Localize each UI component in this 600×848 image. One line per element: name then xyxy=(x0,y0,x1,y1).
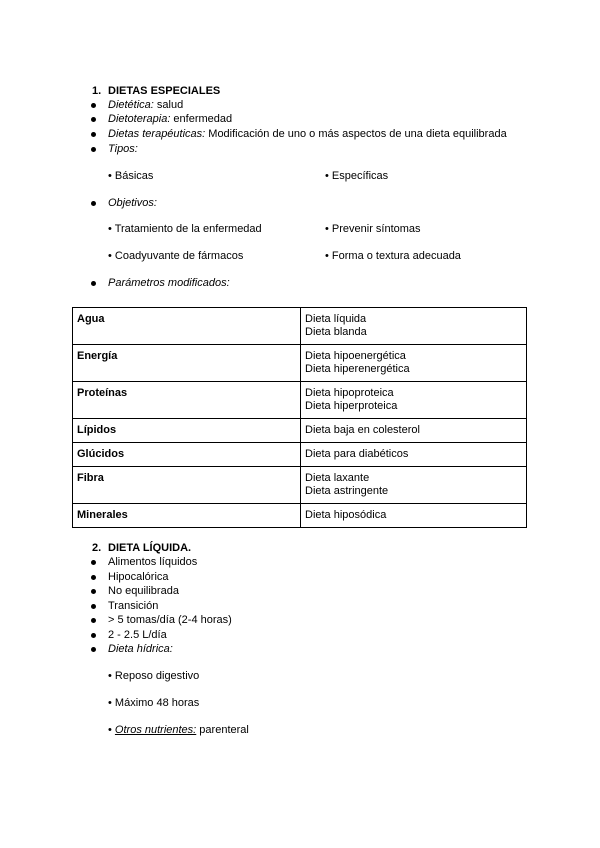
bullet-dot xyxy=(91,618,96,623)
item-label: Tipos: xyxy=(108,143,138,155)
item-text: salud xyxy=(153,99,184,111)
table-row xyxy=(73,308,527,345)
param-cell: Glúcidos xyxy=(73,443,301,467)
otros-nutrientes-item xyxy=(108,723,249,737)
diet-value: Dieta líquida xyxy=(305,313,367,325)
diet-cell xyxy=(301,419,527,443)
diet-value: Dieta hipoproteica xyxy=(305,387,394,399)
diet-cell xyxy=(301,345,527,382)
diet-value: Dieta hiposódica xyxy=(305,509,387,521)
bullet-dot xyxy=(91,201,96,206)
item-label: Dietética: xyxy=(108,99,154,111)
table-row xyxy=(73,345,527,382)
list-item-tipos xyxy=(108,142,138,156)
item-text: enfermedad xyxy=(170,113,233,125)
section-1-number: 1. xyxy=(92,85,102,97)
param-cell: Fibra xyxy=(73,467,301,504)
bullet-dot xyxy=(91,589,96,594)
parameters-table xyxy=(72,307,527,528)
table-row xyxy=(73,467,527,504)
list-item: Transición xyxy=(108,600,159,612)
param-cell: Agua xyxy=(73,308,301,345)
table-row xyxy=(73,504,527,528)
objetivo-item: • Coadyuvante de fármacos xyxy=(108,250,244,262)
param-cell: Energía xyxy=(73,345,301,382)
param-cell: Lípidos xyxy=(73,419,301,443)
diet-value: Dieta hipoenergética xyxy=(305,350,406,362)
diet-cell xyxy=(301,382,527,419)
list-item: Hipocalórica xyxy=(108,571,169,583)
bullet-dot xyxy=(91,604,96,609)
diet-value: Dieta astringente xyxy=(305,485,389,497)
objetivos-label: Objetivos: xyxy=(108,197,157,209)
table-row xyxy=(73,419,527,443)
bullet-dot xyxy=(91,132,96,137)
table-row xyxy=(73,443,527,467)
section-2-number: 2. xyxy=(92,542,102,554)
diet-cell xyxy=(301,467,527,504)
param-cell: Minerales xyxy=(73,504,301,528)
table-row xyxy=(73,382,527,419)
bullet-dot xyxy=(91,117,96,122)
diet-value: Dieta para diabéticos xyxy=(305,448,409,460)
bullet-dot xyxy=(91,560,96,565)
parametros-label: Parámetros modificados: xyxy=(108,277,230,289)
diet-value: Dieta hiperenergética xyxy=(305,363,410,375)
objetivo-item: • Tratamiento de la enfermedad xyxy=(108,223,262,235)
section-2-title: DIETA LÍQUIDA. xyxy=(108,542,192,554)
otros-nutrientes-label: Otros nutrientes: xyxy=(114,724,197,736)
item-text: Modificación de uno o más aspectos de una dieta equilibrada xyxy=(205,128,507,140)
diet-cell xyxy=(301,504,527,528)
list-item: > 5 tomas/día (2-4 horas) xyxy=(108,614,232,626)
diet-value: Dieta baja en colesterol xyxy=(305,424,420,436)
tipo-basicas: • Básicas xyxy=(108,170,154,182)
dieta-hidrica-label: Dieta hídrica: xyxy=(108,643,173,655)
diet-value: Dieta laxante xyxy=(305,472,370,484)
objetivo-item: • Prevenir síntomas xyxy=(325,223,421,235)
list-item: 2 - 2.5 L/día xyxy=(108,629,167,641)
otros-nutrientes-text: parenteral xyxy=(196,724,249,736)
list-item-dietoterapia xyxy=(108,112,232,126)
bullet-dot xyxy=(91,147,96,152)
diet-value: Dieta hiperproteica xyxy=(305,400,398,412)
diet-cell xyxy=(301,443,527,467)
item-label: Dietas terapéuticas: xyxy=(108,128,206,140)
bullet-dot xyxy=(91,281,96,286)
bullet-dot xyxy=(91,633,96,638)
param-cell: Proteínas xyxy=(73,382,301,419)
hidrica-item: • Reposo digestivo xyxy=(108,670,200,682)
item-label: Dietoterapia: xyxy=(108,113,171,125)
bullet-dot xyxy=(91,647,96,652)
bullet-dot xyxy=(91,575,96,580)
list-item: No equilibrada xyxy=(108,585,179,597)
list-item-dietas-terapeuticas xyxy=(108,127,507,141)
diet-cell xyxy=(301,308,527,345)
hidrica-item: • Máximo 48 horas xyxy=(108,697,200,709)
tipo-especificas: • Específicas xyxy=(325,170,389,182)
otros-bullet: • xyxy=(108,724,112,736)
diet-value: Dieta blanda xyxy=(305,326,367,338)
list-item: Alimentos líquidos xyxy=(108,556,198,568)
objetivo-item: • Forma o textura adecuada xyxy=(325,250,461,262)
list-item-dietetica xyxy=(108,98,183,112)
section-1-title: DIETAS ESPECIALES xyxy=(108,85,221,97)
bullet-dot xyxy=(91,103,96,108)
